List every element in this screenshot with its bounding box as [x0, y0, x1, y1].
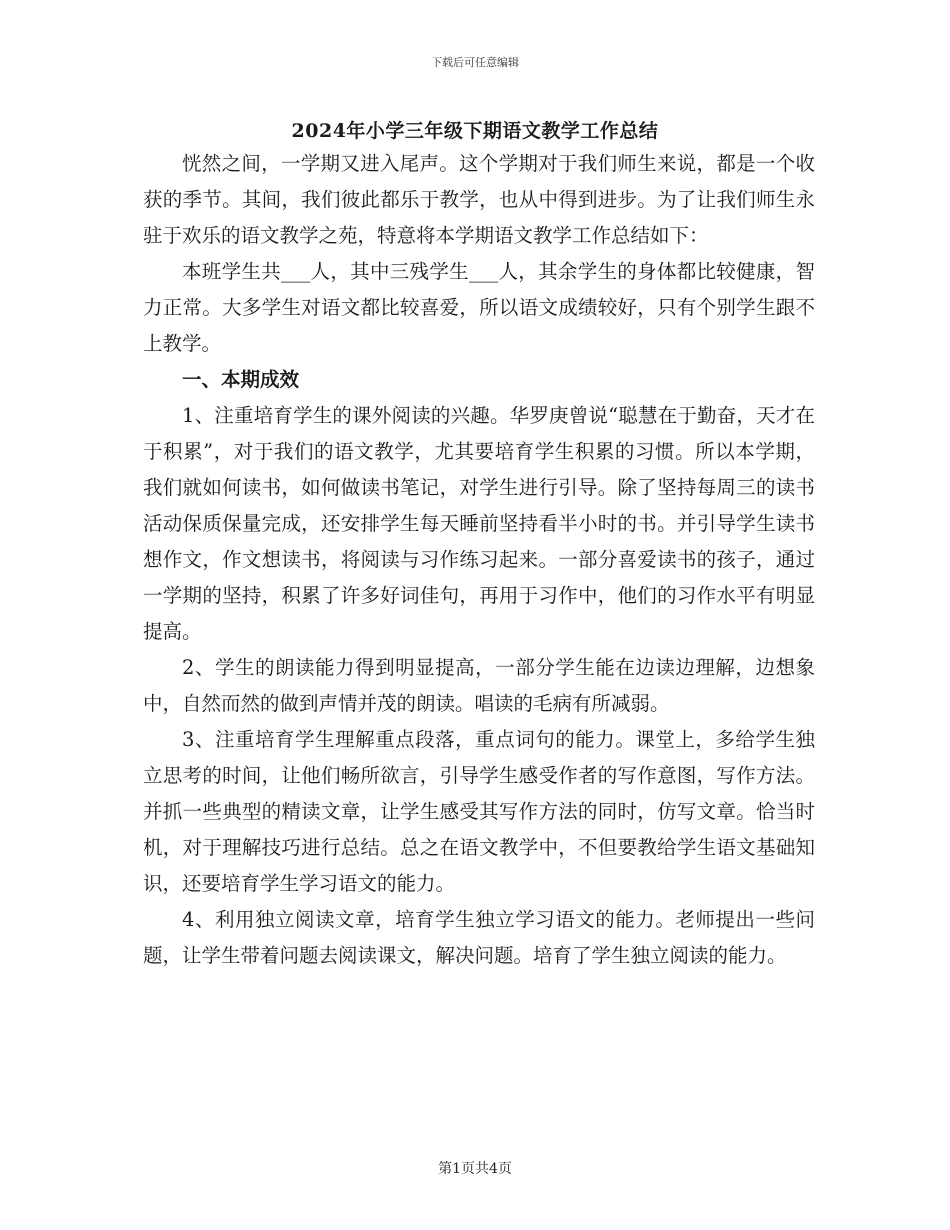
- item-1-paragraph: 1、注重培育学生的课外阅读的兴趣。华罗庚曾说“聪慧在于勤奋，天才在于积累”，对于我们的语文教学，尤其要培育学生积累的习惯。所以本学期，我们就如何读书，如何做读书笔记，对学生进行引导。除了坚持每周三的读书活动保质保量完成，还安排学生每天睡前坚持看半小时的书。并引导学生读书想作文，作文想读书，将阅读与习作练习起来。一部分喜爱读书的孩子，通过一学期的坚持，积累了许多好词佳句，再用于习作中，他们的习作水平有明显提高。: [143, 404, 815, 643]
- section-heading: 一、本期成效: [182, 368, 300, 391]
- document-title: 2024年小学三年级下期语文教学工作总结: [291, 120, 659, 142]
- item-2-paragraph: 2、学生的朗读能力得到明显提高，一部分学生能在边读边理解，边想象中，自然而然的做到声情并茂的朗读。唱读的毛病有所减弱。: [143, 656, 815, 715]
- intro-paragraph: 恍然之间，一学期又进入尾声。这个学期对于我们师生来说，都是一个收获的季节。其间，我们彼此都乐于教学，也从中得到进步。为了让我们师生永驻于欢乐的语文教学之苑，特意将本学期语文教学工作总结如下：: [143, 152, 815, 247]
- item-4-paragraph: 4、利用独立阅读文章，培育学生独立学习语文的能力。老师提出一些问题，让学生带着问题去阅读课文，解决问题。培育了学生独立阅读的能力。: [143, 908, 815, 967]
- page-footer: 第1页共4页: [438, 1161, 512, 1177]
- class-info-paragraph: 本班学生共___人，其中三残学生___人，其余学生的身体都比较健康，智力正常。大多学生对语文都比较喜爱，所以语文成绩较好，只有个别学生跟不上教学。: [143, 260, 815, 355]
- document-body: [143, 146, 815, 974]
- item-3-paragraph: 3、注重培育学生理解重点段落，重点词句的能力。课堂上，多给学生独立思考的时间，让他们畅所欲言，引导学生感受作者的写作意图，写作方法。并抓一些典型的精读文章，让学生感受其写作方法的同时，仿写文章。恰当时机，对于理解技巧进行总结。总之在语文教学中，不但要教给学生语文基础知识，还要培育学生学习语文的能力。: [143, 728, 815, 895]
- header-note: 下载后可任意编辑: [431, 56, 519, 69]
